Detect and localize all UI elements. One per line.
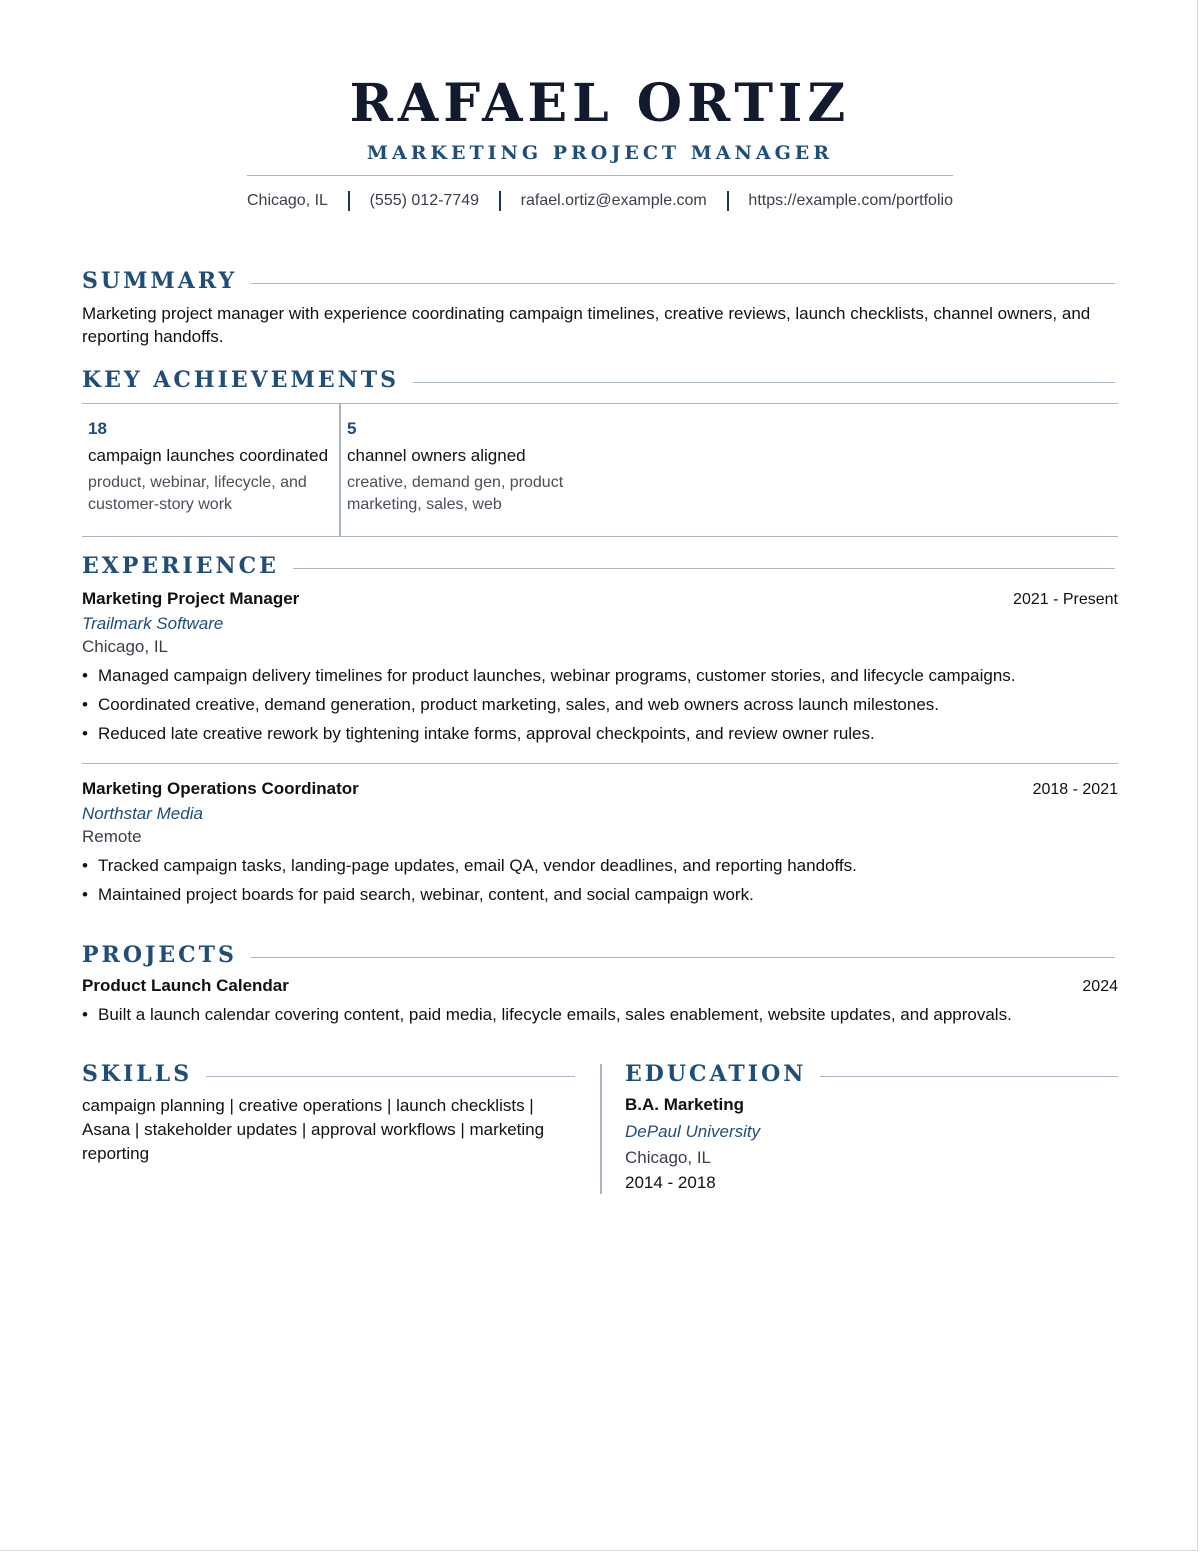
summary-text: Marketing project manager with experience coordinating campaign timelines, creative reviews, launch checklists, channel owners, and reporting handoffs. <box>82 304 1091 346</box>
contact-email: rafael.ortiz@example.com <box>520 192 707 209</box>
projects-title: PROJECTS <box>82 942 237 968</box>
job-title: Marketing Operations Coordinator <box>82 779 359 798</box>
section-rule <box>251 957 1115 958</box>
contact-website: https://example.com/portfolio <box>748 192 953 209</box>
achievement-label: channel owners aligned <box>347 446 526 465</box>
summary-title: SUMMARY <box>82 268 238 294</box>
job-bullets <box>82 854 1118 906</box>
achievement-value: 18 <box>88 419 107 438</box>
achievements-box <box>82 403 1118 537</box>
candidate-role: MARKETING PROJECT MANAGER <box>366 142 834 164</box>
contact-separator <box>499 191 501 211</box>
header-divider <box>247 175 953 176</box>
job-dates: 2021 - Present <box>1013 591 1118 608</box>
job-company: Trailmark Software <box>82 614 224 633</box>
contact-location: Chicago, IL <box>247 192 328 209</box>
education-years: 2014 - 2018 <box>625 1173 716 1192</box>
achievement-card <box>341 404 601 536</box>
education-title: EDUCATION <box>625 1061 807 1087</box>
education-degree: B.A. Marketing <box>625 1095 745 1114</box>
achievement-label: campaign launches coordinated <box>88 446 329 465</box>
contact-phone: (555) 012-7749 <box>369 192 480 209</box>
contact-separator <box>348 191 350 211</box>
section-rule <box>293 568 1115 569</box>
project-title: Product Launch Calendar <box>82 976 289 995</box>
section-rule <box>251 283 1115 284</box>
skills-title: SKILLS <box>82 1061 193 1087</box>
education-entry <box>625 1093 1118 1195</box>
contact-separator <box>727 191 729 211</box>
section-rule <box>206 1076 575 1077</box>
education-heading <box>625 1061 1118 1087</box>
section-rule <box>413 382 1115 383</box>
job-company: Northstar Media <box>82 804 203 823</box>
job-location: Remote <box>82 827 142 846</box>
section-rule <box>820 1076 1118 1077</box>
job-bullets <box>82 664 1118 745</box>
projects-heading <box>82 942 1115 968</box>
achievement-detail: creative, demand gen, product marketing, sales, web <box>347 474 564 513</box>
experience-title: EXPERIENCE <box>82 553 279 579</box>
job-bullet: • Managed campaign delivery timelines for product launches, webinar programs, customer stories, and lifecycle campaigns. <box>82 664 1118 687</box>
achievement-card <box>82 404 341 536</box>
resume-header <box>247 74 953 212</box>
job-title: Marketing Project Manager <box>82 589 300 608</box>
education-school: DePaul University <box>625 1122 761 1141</box>
job-bullet: • Reduced late creative rework by tightening intake forms, approval checkpoints, and review owner rules. <box>82 722 1118 745</box>
achievements-title: KEY ACHIEVEMENTS <box>82 367 400 393</box>
job-dates: 2018 - 2021 <box>1032 781 1118 798</box>
achievement-detail: product, webinar, lifecycle, and customer-story work <box>88 474 307 513</box>
contact-line <box>247 190 953 212</box>
skills-text: campaign planning | creative operations | launch checklists | Asana | stakeholder updates | approval workflows | marketing reporting <box>82 1096 545 1163</box>
experience-entry <box>82 587 1118 751</box>
job-divider <box>82 763 1118 764</box>
education-location: Chicago, IL <box>625 1148 711 1167</box>
achievement-value: 5 <box>347 419 357 438</box>
experience-entry <box>82 777 1118 912</box>
job-bullet: • Maintained project boards for paid search, webinar, content, and social campaign work. <box>82 883 1118 906</box>
skills-heading <box>82 1061 575 1087</box>
summary-heading <box>82 268 1115 294</box>
achievements-heading <box>82 367 1115 393</box>
project-entry <box>82 974 1118 1032</box>
job-bullet: • Coordinated creative, demand generation, product marketing, sales, and web owners across launch milestones. <box>82 693 1118 716</box>
job-bullet: • Tracked campaign tasks, landing-page updates, email QA, vendor deadlines, and reporting handoffs. <box>82 854 1118 877</box>
job-location: Chicago, IL <box>82 637 168 656</box>
project-year: 2024 <box>1082 978 1118 995</box>
experience-heading <box>82 553 1115 579</box>
column-divider <box>600 1064 602 1194</box>
project-bullet: • Built a launch calendar covering content, paid media, lifecycle emails, sales enablement, website updates, and approvals. <box>82 1003 1118 1026</box>
candidate-name: RAFAEL ORTIZ <box>349 73 851 134</box>
project-bullets <box>82 1003 1118 1026</box>
